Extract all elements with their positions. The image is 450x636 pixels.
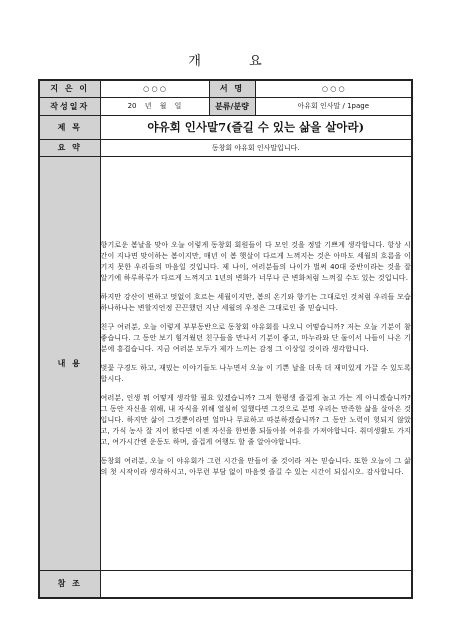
reference-row xyxy=(39,570,412,598)
summary-form-table xyxy=(38,79,413,599)
subject-row xyxy=(39,115,412,139)
content-paragraph: 친구 여러분, 오늘 이렇게 부부동반으로 동창회 야유회를 나오니 어떻습니까? 저는 오늘 기분이 참 좋습니다. 그 동안 보기 힘겨웠던 친구들을 만나서 기분이 좋고, 마누라와 단 둘이서 나들이 나온 기분에 흥겹습니다. 지금 여러분 모두가 제가 느끼는 감정 그 이상일 것이라 생각합니다. xyxy=(100,323,411,353)
summary-row xyxy=(39,139,412,156)
subject-value[interactable]: 야유회 인사말7(즐길 수 있는 삶을 살아라) xyxy=(100,115,412,139)
content-row xyxy=(39,156,412,570)
subject-label: 제 목 xyxy=(39,115,100,139)
author-value[interactable]: ○ ○ ○ xyxy=(100,80,209,97)
author-row xyxy=(39,80,412,97)
signature-label: 서 명 xyxy=(209,80,255,97)
reference-label: 참 조 xyxy=(39,570,100,598)
content-paragraph: 하지만 강산이 변하고 멋없이 흐르는 세월이지만, 봄의 온기와 향기는 그대로인 것처럼 우리들 모습 하나하나는 변할지언정 끈끈했던 지난 세월의 우정은 그대로인 줄 믿습니다. xyxy=(100,293,411,312)
category-value[interactable]: 아유회 인사말 / 1page xyxy=(255,97,412,115)
content-paragraph: 동창회 여러분, 오늘 이 야유회가 그런 시간을 만들어 줄 것이라 저는 믿습니다. 또한 오늘이 그 삶의 첫 시작이라 생각하시고, 아무런 부담 없이 마음껏 즐길 수 있는 시간이 되십시오. 감사합니다. xyxy=(100,457,411,476)
date-row xyxy=(39,97,412,115)
document-title: 개 요 xyxy=(188,54,284,69)
content-paragraph: 향기로운 봄날을 맞아 오늘 이렇게 동창회 회원들이 다 모인 것을 정말 기쁘게 생각합니다. 항상 시간이 지나면 맞이하는 봄이지만, 매년 이 봄 햇살이 다르게 느껴지는 것은 아마도 세월의 흐름을 이기지 못한 우리들의 마음일 것입니다. 제 나이, 여러분들의 나이가 벌써 40대 중반이라는 것을 잘 알기에 하루하루가 다르게 느껴지고 1년의 변화가 너무나 큰 변화처럼 느껴질 수도 있는 것입니다. xyxy=(100,241,411,282)
content-paragraph: 여러분, 인생 뭐 어떻게 생각할 필요 있겠습니까? 그저 한평생 즐겁게 놀고 가는 게 아니겠습니까? 그 동안 자신을 위해, 내 자식을 위해 열심히 일했다면 그것으로 분명 우리는 만족한 삶을 살아온 것입니다. 하지만 삶이 그것뿐이라면 얼마나 무료하고 따분하겠습니까? 그 동안 노력이 헛되지 않았고, 가식 농사 잘 지어 왔다면 이젠 자신을 한번쯤 되돌아볼 여유를 가져야합니다. 취미생활도 가지고, 여가시간엔 운동도 하며, 즐겁게 여행도 할 줄 알아야합니다. xyxy=(100,394,411,446)
content-label: 내 용 xyxy=(39,156,100,570)
content-body[interactable] xyxy=(100,156,412,570)
summary-label: 요 약 xyxy=(39,139,100,156)
signature-value[interactable]: ○ ○ ○ xyxy=(255,80,412,97)
category-label: 분류/분량 xyxy=(209,97,255,115)
author-label: 지 은 이 xyxy=(39,80,100,97)
date-label: 작성일자 xyxy=(39,97,100,115)
reference-value[interactable] xyxy=(100,570,412,598)
date-value[interactable]: 20 년 월 일 xyxy=(100,97,209,115)
summary-value[interactable]: 동창회 야유회 인사말입니다. xyxy=(100,139,412,156)
content-paragraph: 벚꽃 구경도 하고, 재밌는 이야기들도 나누면서 오늘 이 기쁜 날을 더욱 더 재미있게 가끌 수 있도록 합시다. xyxy=(100,364,411,383)
